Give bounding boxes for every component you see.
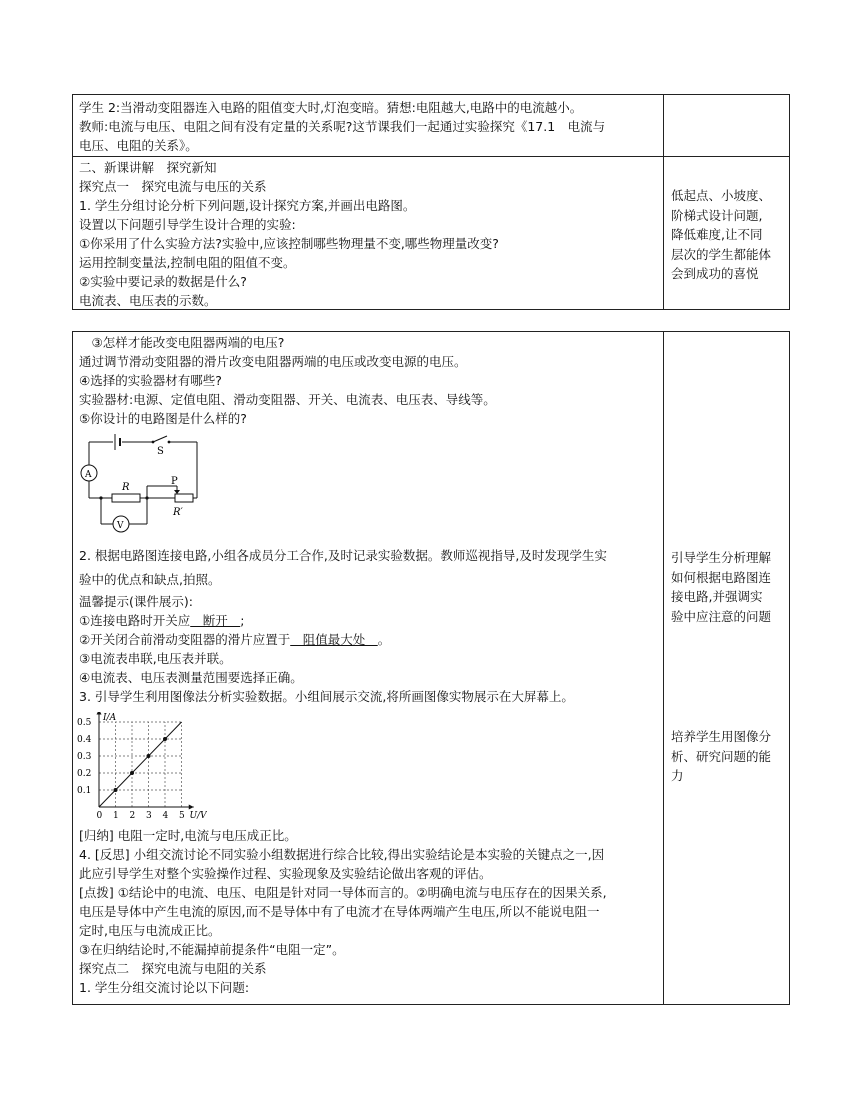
text-line: ③怎样才能改变电阻器两端的电压? — [79, 335, 285, 350]
y-tick-label: 0.1 — [77, 786, 92, 796]
switch-blade — [153, 436, 167, 442]
tip-text: ①连接电路时开关应 — [79, 613, 191, 628]
text-line: 定时,电压与电流成正比。 — [79, 923, 221, 938]
switch-label: S — [157, 446, 164, 457]
text-line: 通过调节滑动变阻器的滑片改变电阻器两端的电压或改变电源的电压。 — [79, 354, 467, 369]
text-line: 设置以下问题引导学生设计合理的实验: — [79, 217, 296, 232]
text-line: 4. [反思] 小组交流讨论不同实验小组数据进行综合比较,得出实验结论是本实验的关键点之一,因 — [79, 847, 605, 862]
x-tick-label: 4 — [162, 811, 169, 821]
text-line: 电压、电阻的关系》。 — [79, 138, 198, 153]
x-axis-arrowhead — [189, 805, 194, 810]
data-point — [114, 788, 118, 792]
y-axis-label: I/A — [103, 713, 117, 723]
question-block — [73, 333, 663, 428]
note-line: 低起点、小坡度、 — [671, 188, 772, 203]
content-column — [73, 332, 664, 1004]
text-line: 3. 引导学生利用图像法分析实验数据。小组间展示交流,将所画图像实物展示在大屏幕上。 — [79, 689, 574, 704]
note-line: 层次的学生都能体 — [671, 246, 772, 262]
tip-blank: 断开 — [190, 613, 241, 628]
y-tick-label: 0.5 — [77, 718, 92, 728]
design-note — [664, 186, 789, 284]
subsection-heading: 探究点一 探究电流与电压的关系 — [79, 179, 267, 194]
x-tick-label: 5 — [179, 811, 185, 821]
text-line: 电流表、电压表的示数。 — [79, 293, 217, 308]
data-point — [130, 771, 134, 775]
note-line: 培养学生用图像分 — [671, 729, 772, 744]
section-heading: 二、新课讲解 探究新知 — [79, 160, 217, 175]
row-divider — [664, 156, 789, 157]
note-line: 验中应注意的问题 — [671, 608, 772, 624]
tip-line — [73, 630, 663, 649]
text-line: 运用控制变量法,控制电阻的阻值不变。 — [79, 255, 296, 270]
intro-block — [73, 98, 663, 155]
voltmeter-label: V — [117, 521, 124, 531]
text-line: ③电流表串联,电压表并联。 — [79, 651, 232, 666]
y-tick-label: 0.2 — [77, 769, 92, 779]
ammeter-label: A — [85, 470, 92, 480]
section-block — [73, 158, 663, 310]
junction-dot — [145, 496, 148, 499]
note-line: 引导学生分析理解 — [671, 550, 772, 565]
text-line: 教师:电流与电压、电阻之间有没有定量的关系呢?这节课我们一起通过实验探究《17.1 电流与 — [79, 119, 606, 134]
text-line: ②实验中要记录的数据是什么? — [79, 274, 247, 289]
resistor-symbol — [112, 494, 140, 502]
switch-contact — [152, 441, 155, 444]
text-line: [点拨] ①结论中的电流、电压、电阻是针对同一导体而言的。②明确电流与电压存在的因果关系, — [79, 885, 607, 900]
note-line: 阶梯式设计问题, — [671, 207, 763, 223]
text-line: ④电流表、电压表测量范围要选择正确。 — [79, 670, 303, 685]
procedure-block — [73, 544, 663, 706]
x-tick-label: 2 — [129, 811, 136, 821]
switch-contact — [168, 441, 171, 444]
tip-text: 。 — [377, 632, 391, 647]
data-point — [163, 737, 167, 741]
current-voltage-graph — [77, 712, 207, 826]
y-axis-arrowhead — [97, 712, 102, 715]
guidance-note — [664, 548, 789, 626]
chart-marks — [99, 722, 182, 807]
data-point — [147, 754, 151, 758]
note-line: 析、研究问题的能 — [671, 748, 772, 764]
lesson-table-2 — [72, 331, 790, 1005]
notes-column — [664, 95, 789, 309]
rheostat-label: R′ — [173, 507, 183, 518]
text-line: 此应引导学生对整个实验操作过程、实验现象及实验结论做出客观的评估。 — [79, 866, 492, 881]
note-line: 力 — [671, 768, 684, 783]
tip-blank: 阻值最大处 — [290, 632, 378, 647]
x-axis-label: U/V — [189, 811, 207, 821]
tip-text: ②开关闭合前滑动变阻器的滑片应置于 — [79, 632, 291, 647]
skill-note — [664, 727, 789, 786]
slider-arrowhead — [174, 490, 180, 494]
text-line: 实验器材:电源、定值电阻、滑动变阻器、开关、电流表、电压表、导线等。 — [79, 392, 496, 407]
tip-line — [73, 611, 663, 630]
rheostat-symbol — [175, 494, 193, 502]
tip-text: ; — [240, 613, 245, 628]
note-line: 接电路,并强调实 — [671, 589, 763, 604]
text-line: 1. 学生分组讨论分析下列问题,设计探究方案,并画出电路图。 — [79, 198, 416, 213]
text-line: ④选择的实验器材有哪些? — [79, 373, 222, 388]
conclusion-block — [73, 826, 663, 997]
subsection-heading: 探究点二 探究电流与电阻的关系 — [79, 961, 267, 976]
chart-labels — [77, 713, 207, 821]
notes-column — [664, 332, 789, 1004]
resistor-label: R — [122, 482, 130, 493]
slider-label: P — [171, 476, 178, 487]
row-divider — [73, 156, 663, 157]
y-tick-label: 0.4 — [77, 735, 92, 745]
y-tick-label: 0.3 — [77, 752, 92, 762]
text-line: 温馨提示(课件展示): — [79, 594, 193, 609]
x-tick-label: 3 — [146, 811, 152, 821]
text-line: ①你采用了什么实验方法?实验中,应该控制哪些物理量不变,哪些物理量改变? — [79, 236, 499, 251]
content-column — [73, 95, 664, 309]
text-line: 学生 2:当滑动变阻器连入电路的阻值变大时,灯泡变暗。猜想:电阻越大,电路中的电流越小。 — [79, 100, 583, 115]
text-line: ③在归纳结论时,不能漏掉前提条件“电阻一定”。 — [79, 942, 345, 957]
text-line: 2. 根据电路图连接电路,小组各成员分工合作,及时记录实验数据。教师巡视指导,及时发现学生实 — [79, 548, 607, 563]
data-line — [99, 722, 182, 807]
note-line: 会到成功的喜悦 — [671, 266, 759, 281]
x-tick-label: 1 — [113, 811, 119, 821]
text-line: 电压是导体中产生电流的原因,而不是导体中有了电流才在导体两端产生电压,所以不能说电阻一 — [79, 904, 600, 919]
note-line: 降低难度,让不同 — [671, 227, 763, 242]
note-line: 如何根据电路图连 — [671, 569, 772, 585]
junction-dot — [99, 496, 102, 499]
text-line: 验中的优点和缺点,拍照。 — [79, 572, 221, 587]
circuit-diagram — [75, 432, 205, 540]
text-line: ⑤你设计的电路图是什么样的? — [79, 411, 247, 426]
x-tick-label: 0 — [96, 811, 103, 821]
text-line: [归纳] 电阻一定时,电流与电压成正比。 — [79, 828, 297, 843]
lesson-table-1 — [72, 94, 790, 310]
text-line: 1. 学生分组交流讨论以下问题: — [79, 980, 250, 995]
